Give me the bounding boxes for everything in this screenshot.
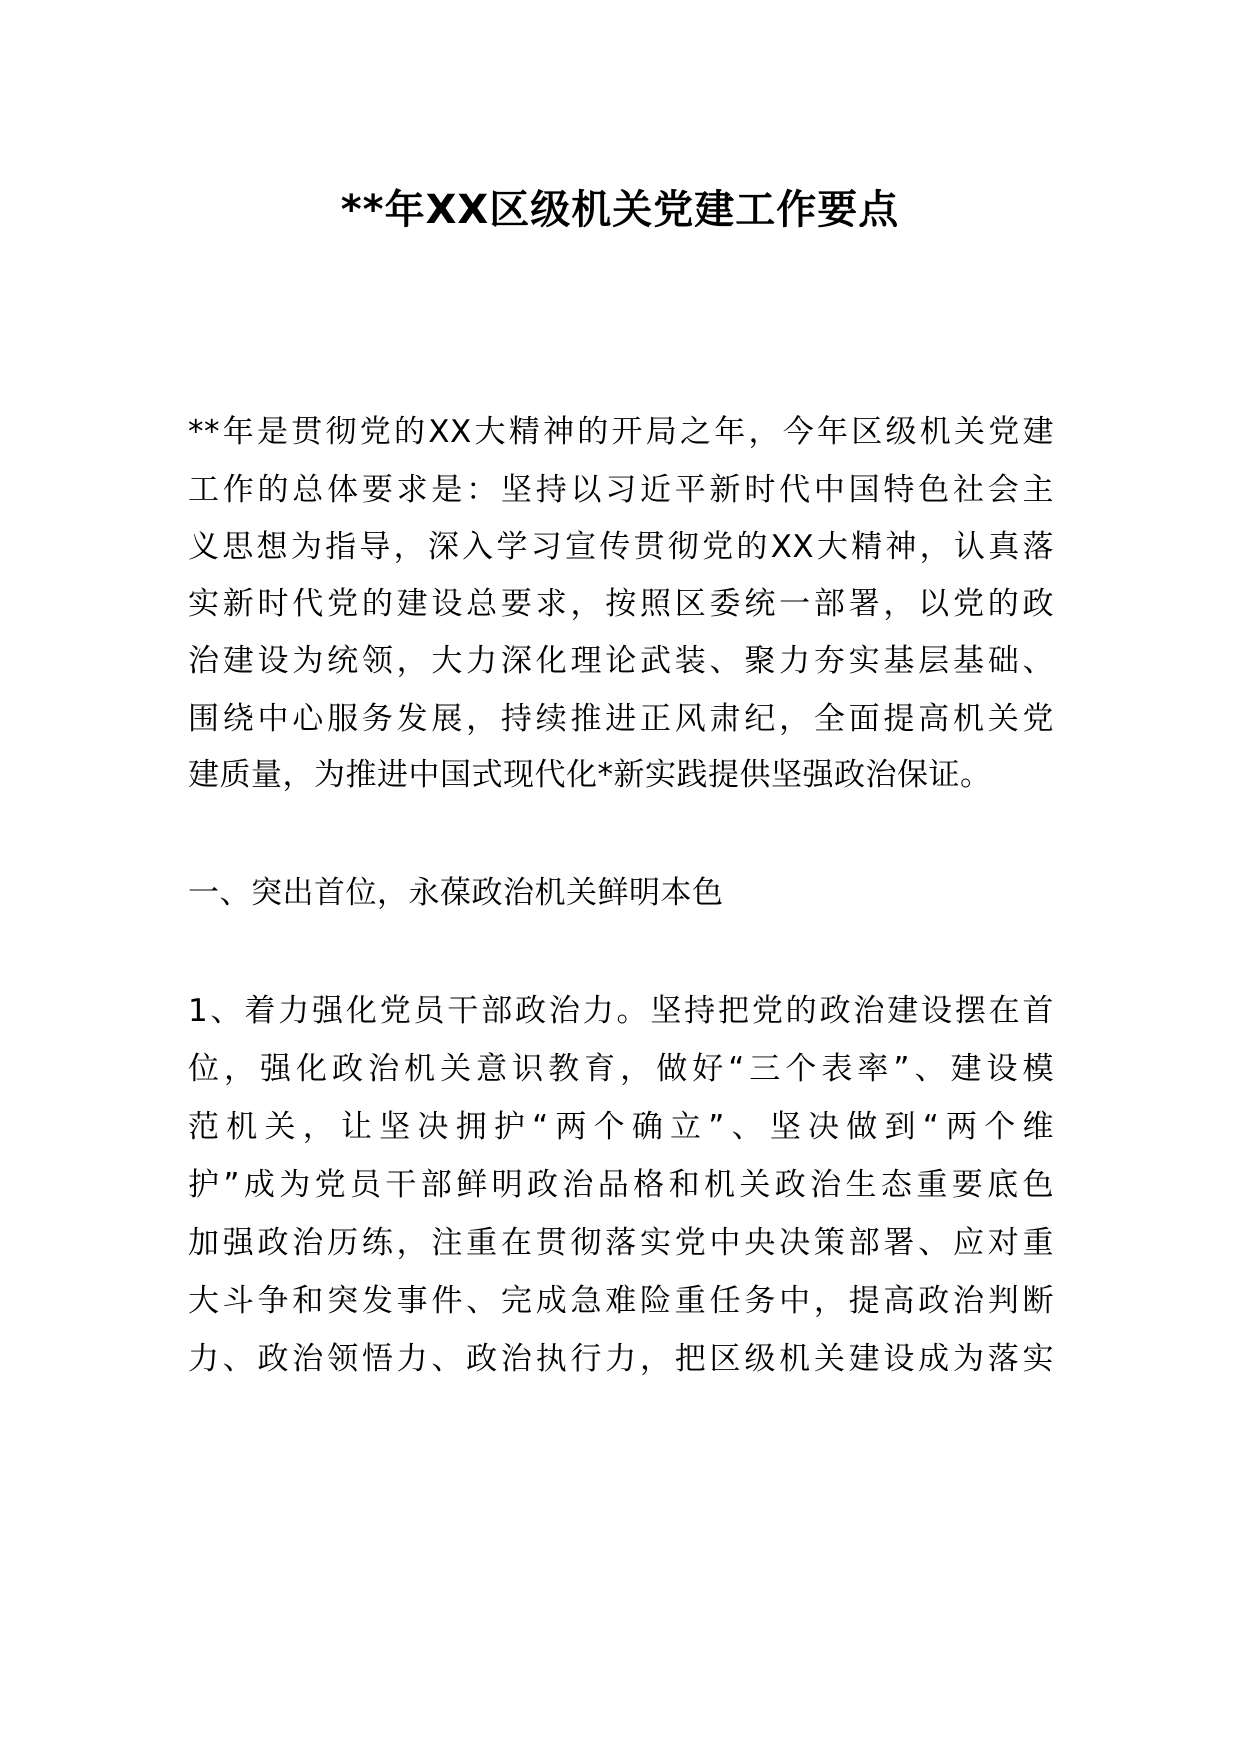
- section-heading: 一、突出首位，永葆政治机关鲜明本色: [188, 875, 724, 911]
- intro-line: 围绕中心服务发展，持续推进正风肃纪，全面提高机关党: [188, 701, 1054, 737]
- intro-line: 治建设为统领，大力深化理论武装、聚力夯实基层基础、: [188, 643, 1054, 679]
- item-line: 大斗争和突发事件、完成急难险重任务中，提高政治判断: [188, 1283, 1054, 1319]
- intro-line: 实新时代党的建设总要求，按照区委统一部署，以党的政: [188, 586, 1054, 622]
- intro-line: **年是贯彻党的XX大精神的开局之年，今年区级机关党建: [188, 414, 1054, 450]
- intro-line: 建质量，为推进中国式现代化*新实践提供坚强政治保证。: [188, 757, 992, 793]
- item-line: 加强政治历练，注重在贯彻落实党中央决策部署、应对重: [188, 1225, 1054, 1261]
- document-title: **年XX区级机关党建工作要点: [340, 187, 900, 233]
- intro-line: 义思想为指导，深入学习宣传贯彻党的XX大精神，认真落: [188, 529, 1054, 565]
- item-line: 力、政治领悟力、政治执行力，把区级机关建设成为落实: [188, 1341, 1054, 1377]
- item-line: 护”成为党员干部鲜明政治品格和机关政治生态重要底色: [188, 1167, 1054, 1203]
- intro-line: 工作的总体要求是：坚持以习近平新时代中国特色社会主: [188, 472, 1054, 508]
- item-line: 范机关，让坚决拥护“两个确立”、坚决做到“两个维: [188, 1109, 1054, 1145]
- item-line: 1、着力强化党员干部政治力。坚持把党的政治建设摆在首: [188, 993, 1054, 1029]
- item-line: 位，强化政治机关意识教育，做好“三个表率”、建设模: [188, 1051, 1054, 1087]
